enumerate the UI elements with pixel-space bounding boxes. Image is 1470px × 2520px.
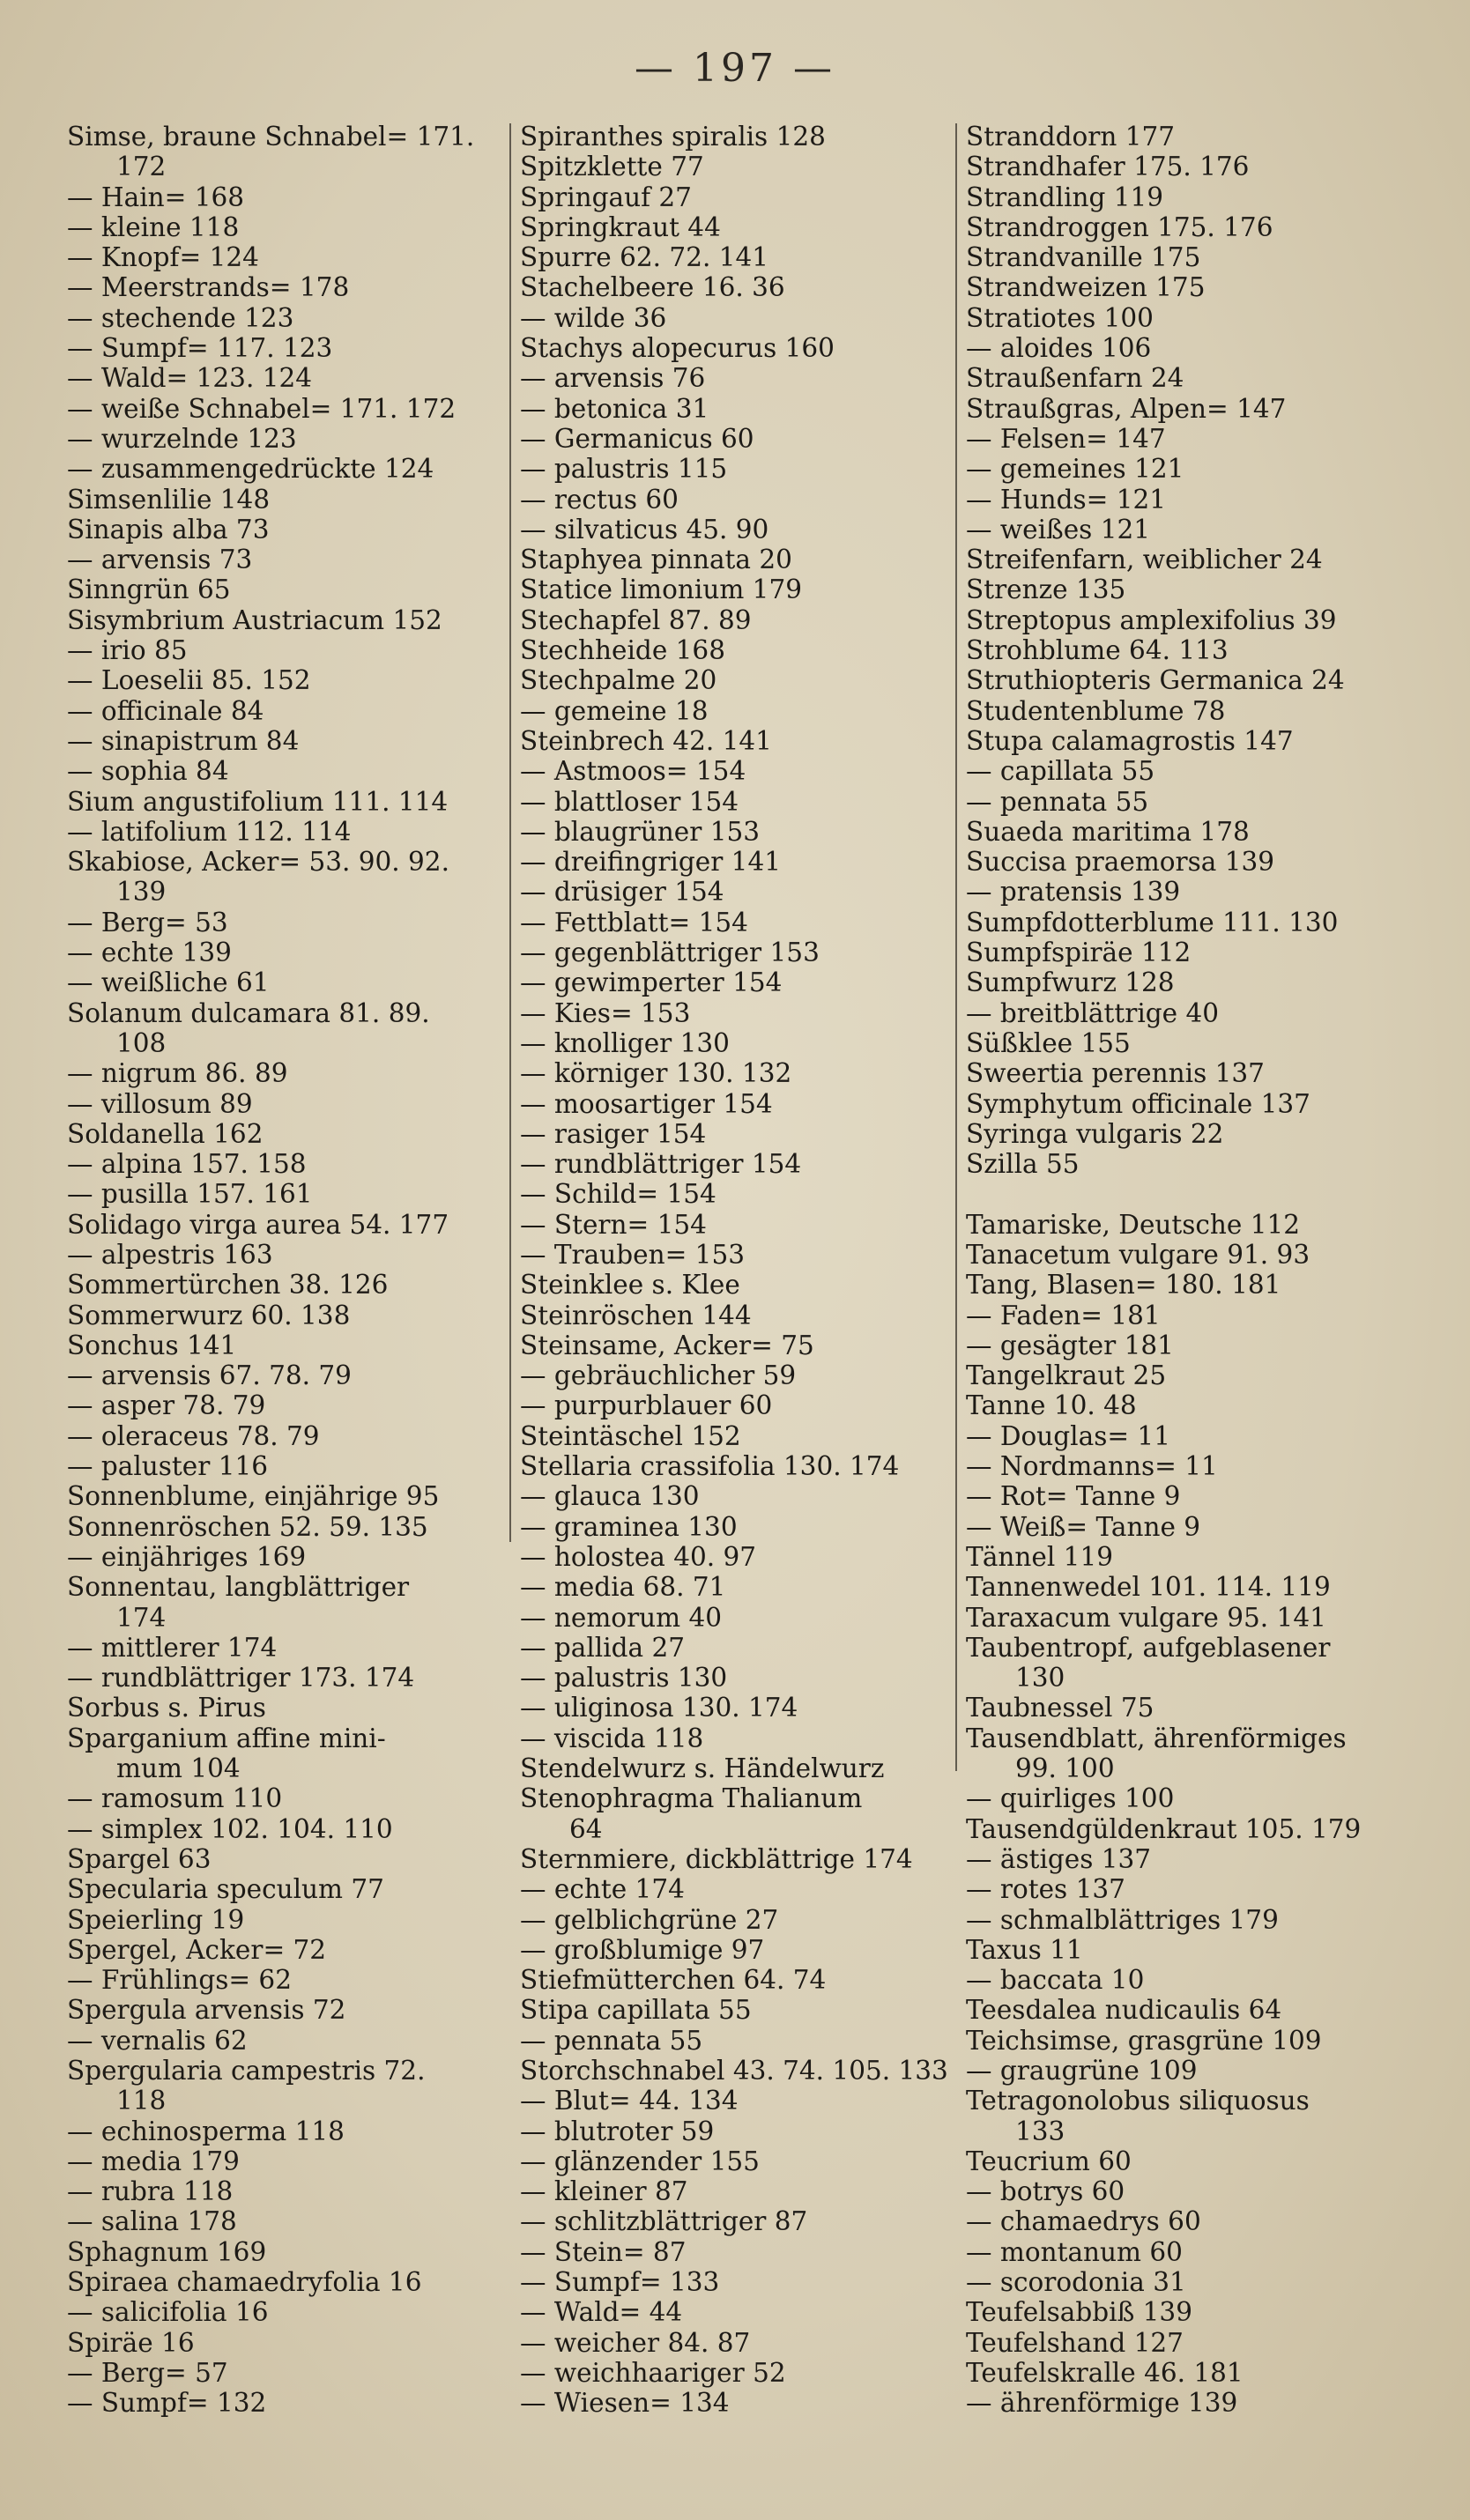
index-entry: — Sumpf= 132 bbox=[67, 2388, 267, 2419]
index-entry: Taraxacum vulgare 95. 141 bbox=[966, 1602, 1326, 1633]
index-entry: — media 179 bbox=[67, 2146, 240, 2176]
index-entry: — glauca 130 bbox=[520, 1481, 700, 1512]
index-entry: Sonnentau, langblättriger bbox=[67, 1572, 410, 1603]
index-entry: — Loeselii 85. 152 bbox=[67, 665, 311, 696]
index-entry: Tausendgüldenkraut 105. 179 bbox=[966, 1813, 1362, 1844]
index-entry: Speierling 19 bbox=[67, 1904, 245, 1935]
index-entry: Springkraut 44 bbox=[520, 211, 721, 242]
index-entry: — Astmoos= 154 bbox=[520, 756, 746, 787]
index-entry: — Wald= 44 bbox=[520, 2297, 683, 2328]
index-entry: Stendelwurz s. Händelwurz bbox=[520, 1753, 885, 1784]
index-entry: — montanum 60 bbox=[966, 2236, 1183, 2267]
index-entry: — viscida 118 bbox=[520, 1723, 704, 1753]
index-entry: Syringa vulgaris 22 bbox=[966, 1118, 1224, 1149]
index-entry: Steinsame, Acker= 75 bbox=[520, 1330, 814, 1360]
index-entry: — holostea 40. 97 bbox=[520, 1541, 757, 1572]
index-entry: Strandweizen 175 bbox=[966, 272, 1206, 303]
index-entry: Strandvanille 175 bbox=[966, 242, 1201, 273]
index-entry: — breitblättrige 40 bbox=[966, 997, 1220, 1028]
index-entry: Sorbus s. Pirus bbox=[67, 1693, 266, 1723]
index-entry: — rectus 60 bbox=[520, 484, 679, 515]
index-entry: — weicher 84. 87 bbox=[520, 2327, 751, 2358]
index-entry: — gemeines 121 bbox=[966, 454, 1184, 485]
index-entry: — arvensis 67. 78. 79 bbox=[67, 1360, 352, 1391]
index-entry: Steinröschen 144 bbox=[520, 1300, 752, 1330]
index-entry: — echte 174 bbox=[520, 1874, 685, 1905]
index-entry: — palustris 115 bbox=[520, 454, 728, 485]
index-entry: Teufelsabbiß 139 bbox=[966, 2297, 1192, 2328]
page-number: — 197 — bbox=[635, 46, 835, 91]
index-entry: — Stern= 154 bbox=[520, 1209, 707, 1240]
index-entry: — Rot= Tanne 9 bbox=[966, 1481, 1181, 1512]
index-entry: Solanum dulcamara 81. 89. bbox=[67, 997, 430, 1028]
index-entry: — arvensis 73 bbox=[67, 545, 253, 575]
index-entry: — vernalis 62 bbox=[67, 2025, 248, 2056]
index-entry: Spergel, Acker= 72 bbox=[67, 1934, 327, 1965]
index-entry: — weichhaariger 52 bbox=[520, 2357, 786, 2388]
index-entry: Steinklee s. Klee bbox=[520, 1270, 740, 1301]
index-entry: Spergularia campestris 72. bbox=[67, 2056, 426, 2086]
index-entry: Suaeda maritima 178 bbox=[966, 816, 1250, 847]
index-entry: Storchschnabel 43. 74. 105. 133 bbox=[520, 2056, 948, 2086]
index-entry-continuation: 108 bbox=[116, 1027, 167, 1058]
index-entry: Skabiose, Acker= 53. 90. 92. bbox=[67, 847, 449, 878]
index-entry: Spiranthes spiralis 128 bbox=[520, 122, 826, 152]
index-entry: — sinapistrum 84 bbox=[67, 725, 300, 756]
index-entry: — glänzender 155 bbox=[520, 2146, 760, 2176]
index-column-2 bbox=[520, 122, 961, 2419]
index-entry: — Sumpf= 133 bbox=[520, 2267, 720, 2298]
index-entry: Strandling 119 bbox=[966, 182, 1164, 212]
index-entry: — schmalblättriges 179 bbox=[966, 1904, 1279, 1935]
index-entry: Simse, braune Schnabel= 171. bbox=[67, 122, 475, 152]
index-entry: Strandhafer 175. 176 bbox=[966, 152, 1250, 182]
index-entry: Stenophragma Thalianum bbox=[520, 1783, 863, 1814]
index-entry: Stipa capillata 55 bbox=[520, 1995, 752, 2026]
index-entry: Sonnenblume, einjährige 95 bbox=[67, 1481, 440, 1512]
index-entry: — gemeine 18 bbox=[520, 695, 709, 726]
index-entry: — villosum 89 bbox=[67, 1088, 253, 1119]
index-entry: Streptopus amplexifolius 39 bbox=[966, 604, 1337, 635]
index-entry: — graugrüne 109 bbox=[966, 2056, 1198, 2086]
index-entry: — kleine 118 bbox=[67, 211, 240, 242]
index-entry: Sommerwurz 60. 138 bbox=[67, 1300, 351, 1330]
index-entry: Stachys alopecurus 160 bbox=[520, 333, 835, 364]
index-entry: — wilde 36 bbox=[520, 302, 667, 333]
index-entry: — botrys 60 bbox=[966, 2176, 1125, 2207]
index-entry: — chamaedrys 60 bbox=[966, 2206, 1201, 2237]
index-entry: — Frühlings= 62 bbox=[67, 1965, 292, 1996]
index-entry: Spiraea chamaedryfolia 16 bbox=[67, 2267, 422, 2298]
index-entry: Sinapis alba 73 bbox=[67, 514, 270, 545]
index-entry: Symphytum officinale 137 bbox=[966, 1088, 1310, 1119]
index-entry: Tamariske, Deutsche 112 bbox=[966, 1209, 1301, 1240]
index-entry: — silvaticus 45. 90 bbox=[520, 514, 769, 545]
index-entry: Sonchus 141 bbox=[67, 1330, 237, 1360]
index-entry: Steinbrech 42. 141 bbox=[520, 725, 772, 756]
section-gap bbox=[966, 1179, 1424, 1209]
index-entry: — Meerstrands= 178 bbox=[67, 272, 350, 303]
index-entry: — irio 85 bbox=[67, 635, 188, 666]
index-entry: Tanne 10. 48 bbox=[966, 1390, 1137, 1421]
index-entry: — stechende 123 bbox=[67, 302, 294, 333]
index-entry: — arvensis 76 bbox=[520, 363, 706, 394]
index-entry-continuation: 139 bbox=[116, 877, 167, 908]
index-entry: — Weiß= Tanne 9 bbox=[966, 1511, 1201, 1542]
index-entry: — pennata 55 bbox=[966, 786, 1149, 817]
index-entry: Teesdalea nudicaulis 64 bbox=[966, 1995, 1282, 2026]
index-entry: — mittlerer 174 bbox=[67, 1632, 278, 1663]
index-entry: Tetragonolobus siliquosus bbox=[966, 2086, 1310, 2116]
index-entry: — rundblättriger 154 bbox=[520, 1149, 802, 1180]
index-entry: Sinngrün 65 bbox=[67, 574, 231, 605]
index-entry: — palustris 130 bbox=[520, 1663, 728, 1694]
index-entry: — Germanicus 60 bbox=[520, 423, 754, 454]
index-entry: Sumpfwurz 128 bbox=[966, 967, 1175, 998]
index-entry: — Kies= 153 bbox=[520, 997, 691, 1028]
index-entry: — weißes 121 bbox=[966, 514, 1151, 545]
index-entry: Sternmiere, dickblättrige 174 bbox=[520, 1843, 913, 1874]
index-entry: Tangelkraut 25 bbox=[966, 1360, 1167, 1391]
index-entry: Sumpfspiräe 112 bbox=[966, 938, 1192, 968]
index-entry: — blutroter 59 bbox=[520, 2116, 715, 2146]
index-entry: — oleraceus 78. 79 bbox=[67, 1420, 320, 1451]
index-entry: Strenze 135 bbox=[966, 574, 1126, 605]
index-entry: Tannenwedel 101. 114. 119 bbox=[966, 1572, 1331, 1603]
index-entry-continuation: 64 bbox=[569, 1813, 603, 1844]
index-entry: — echinosperma 118 bbox=[67, 2116, 345, 2146]
index-entry-continuation: 172 bbox=[116, 152, 167, 182]
index-entry: — gegenblättriger 153 bbox=[520, 938, 820, 968]
index-entry: Stellaria crassifolia 130. 174 bbox=[520, 1451, 900, 1482]
index-entry: Spurre 62. 72. 141 bbox=[520, 242, 769, 273]
index-entry: Statice limonium 179 bbox=[520, 574, 802, 605]
index-column-1 bbox=[67, 122, 499, 2419]
index-entry: Sium angustifolium 111. 114 bbox=[67, 786, 449, 817]
index-entry: — capillata 55 bbox=[966, 756, 1155, 787]
index-entry: — moosartiger 154 bbox=[520, 1088, 773, 1119]
index-entry: Tännel 119 bbox=[966, 1541, 1113, 1572]
index-entry: — knolliger 130 bbox=[520, 1027, 730, 1058]
index-entry: — Douglas= 11 bbox=[966, 1420, 1170, 1451]
index-entry: — salina 178 bbox=[67, 2206, 237, 2237]
index-entry: — Felsen= 147 bbox=[966, 423, 1166, 454]
index-entry: — Faden= 181 bbox=[966, 1300, 1161, 1330]
index-entry: Szilla 55 bbox=[966, 1149, 1080, 1180]
index-entry: — Fettblatt= 154 bbox=[520, 907, 748, 938]
index-entry: — Stein= 87 bbox=[520, 2236, 687, 2267]
index-entry: — pratensis 139 bbox=[966, 877, 1181, 908]
index-entry: — Berg= 57 bbox=[67, 2357, 228, 2388]
index-entry: Stratiotes 100 bbox=[966, 302, 1154, 333]
index-entry: — graminea 130 bbox=[520, 1511, 738, 1542]
index-entry: — simplex 102. 104. 110 bbox=[67, 1813, 393, 1844]
index-entry: — sophia 84 bbox=[67, 756, 229, 787]
index-entry: Stechapfel 87. 89 bbox=[520, 604, 752, 635]
index-entry: Stechpalme 20 bbox=[520, 665, 717, 696]
index-entry: Staphyea pinnata 20 bbox=[520, 545, 792, 575]
index-entry: — aloides 106 bbox=[966, 333, 1152, 364]
index-entry: — Wald= 123. 124 bbox=[67, 363, 313, 394]
column-divider-1 bbox=[509, 123, 511, 1542]
index-entry: — nigrum 86. 89 bbox=[67, 1058, 288, 1089]
index-entry: Solidago virga aurea 54. 177 bbox=[67, 1209, 449, 1240]
index-entry: — latifolium 112. 114 bbox=[67, 816, 352, 847]
index-entry: — Berg= 53 bbox=[67, 907, 228, 938]
index-entry: Stupa calamagrostis 147 bbox=[966, 725, 1294, 756]
index-entry: Taxus 11 bbox=[966, 1934, 1083, 1965]
index-entry: — blaugrüner 153 bbox=[520, 816, 761, 847]
index-entry: — Blut= 44. 134 bbox=[520, 2086, 739, 2116]
index-entry: — echte 139 bbox=[67, 938, 232, 968]
index-entry: Tang, Blasen= 180. 181 bbox=[966, 1270, 1281, 1301]
index-entry: — officinale 84 bbox=[67, 695, 264, 726]
index-entry: Stechheide 168 bbox=[520, 635, 725, 666]
index-entry-continuation: 99. 100 bbox=[1015, 1753, 1115, 1784]
index-entry: — rasiger 154 bbox=[520, 1118, 707, 1149]
index-entry: Sphagnum 169 bbox=[67, 2236, 267, 2267]
index-entry: — ramosum 110 bbox=[67, 1783, 283, 1814]
index-entry: — paluster 116 bbox=[67, 1451, 269, 1482]
index-entry: Teufelskralle 46. 181 bbox=[966, 2357, 1244, 2388]
index-entry: — Hain= 168 bbox=[67, 182, 245, 212]
index-entry: — pallida 27 bbox=[520, 1632, 686, 1663]
index-entry-continuation: mum 104 bbox=[116, 1753, 241, 1784]
index-entry-continuation: 174 bbox=[116, 1602, 167, 1633]
index-entry: Straußgras, Alpen= 147 bbox=[966, 393, 1287, 424]
index-entry: — einjähriges 169 bbox=[67, 1541, 307, 1572]
index-column-3 bbox=[966, 122, 1424, 2419]
index-entry: Spargel 63 bbox=[67, 1843, 212, 1874]
index-entry-continuation: 118 bbox=[116, 2086, 167, 2116]
index-entry: — rubra 118 bbox=[67, 2176, 234, 2207]
index-entry: Taubentropf, aufgeblasener bbox=[966, 1632, 1331, 1663]
index-entry: Strohblume 64. 113 bbox=[966, 635, 1229, 666]
index-entry: — gewimperter 154 bbox=[520, 967, 783, 998]
index-entry: Spitzklette 77 bbox=[520, 152, 704, 182]
index-entry: Springauf 27 bbox=[520, 182, 692, 212]
index-entry: — ästiges 137 bbox=[966, 1843, 1152, 1874]
index-entry: Teucrium 60 bbox=[966, 2146, 1132, 2176]
index-entry: Taubnessel 75 bbox=[966, 1693, 1154, 1723]
index-entry: — gebräuchlicher 59 bbox=[520, 1360, 797, 1391]
index-entry: — Knopf= 124 bbox=[67, 242, 259, 273]
index-entry: Simsenlilie 148 bbox=[67, 484, 271, 515]
index-entry: — Wiesen= 134 bbox=[520, 2388, 730, 2419]
index-entry: — gesägter 181 bbox=[966, 1330, 1174, 1360]
index-entry: Teichsimse, grasgrüne 109 bbox=[966, 2025, 1322, 2056]
index-entry: Stranddorn 177 bbox=[966, 122, 1176, 152]
index-entry: Steintäschel 152 bbox=[520, 1420, 741, 1451]
index-entry: — nemorum 40 bbox=[520, 1602, 723, 1633]
index-entry: — Schild= 154 bbox=[520, 1179, 716, 1210]
index-entry: — pennata 55 bbox=[520, 2025, 703, 2056]
index-entry: Sweertia perennis 137 bbox=[966, 1058, 1265, 1089]
index-entry: Soldanella 162 bbox=[67, 1118, 264, 1149]
index-entry: — weißliche 61 bbox=[67, 967, 270, 998]
index-entry: Succisa praemorsa 139 bbox=[966, 847, 1275, 878]
index-entry: — zusammengedrückte 124 bbox=[67, 454, 434, 485]
index-entry: — scorodonia 31 bbox=[966, 2267, 1186, 2298]
index-entry: Streifenfarn, weiblicher 24 bbox=[966, 545, 1323, 575]
index-entry: — großblumige 97 bbox=[520, 1934, 765, 1965]
index-entry: — baccata 10 bbox=[966, 1965, 1145, 1996]
index-entry: — gelblichgrüne 27 bbox=[520, 1904, 779, 1935]
index-entry: — wurzelnde 123 bbox=[67, 423, 297, 454]
index-entry: — blattloser 154 bbox=[520, 786, 739, 817]
index-entry: Strandroggen 175. 176 bbox=[966, 211, 1273, 242]
index-entry: — asper 78. 79 bbox=[67, 1390, 266, 1421]
index-entry: Sommertürchen 38. 126 bbox=[67, 1270, 389, 1301]
index-entry: — uliginosa 130. 174 bbox=[520, 1693, 798, 1723]
index-entry: — salicifolia 16 bbox=[67, 2297, 269, 2328]
index-entry: Tanacetum vulgare 91. 93 bbox=[966, 1239, 1310, 1270]
index-entry: — kleiner 87 bbox=[520, 2176, 688, 2207]
index-entry: — alpina 157. 158 bbox=[67, 1149, 307, 1180]
index-entry: Spergula arvensis 72 bbox=[67, 1995, 346, 2026]
index-entry: Specularia speculum 77 bbox=[67, 1874, 384, 1905]
index-entry: Tausendblatt, ährenförmiges bbox=[966, 1723, 1347, 1753]
index-entry: Studentenblume 78 bbox=[966, 695, 1226, 726]
index-entry: Struthiopteris Germanica 24 bbox=[966, 665, 1345, 696]
index-entry: Sparganium affine mini- bbox=[67, 1723, 386, 1753]
index-entry: — quirliges 100 bbox=[966, 1783, 1175, 1814]
index-entry: Süßklee 155 bbox=[966, 1027, 1131, 1058]
index-entry: — Sumpf= 117. 123 bbox=[67, 333, 333, 364]
index-entry: — pusilla 157. 161 bbox=[67, 1179, 313, 1210]
index-entry: Sonnenröschen 52. 59. 135 bbox=[67, 1511, 428, 1542]
index-entry: — schlitzblättriger 87 bbox=[520, 2206, 808, 2237]
index-entry: Sumpfdotterblume 111. 130 bbox=[966, 907, 1339, 938]
index-entry: — körniger 130. 132 bbox=[520, 1058, 792, 1089]
index-entry: Teufelshand 127 bbox=[966, 2327, 1184, 2358]
index-entry: — weiße Schnabel= 171. 172 bbox=[67, 393, 457, 424]
index-entry: — alpestris 163 bbox=[67, 1239, 273, 1270]
index-entry: Stachelbeere 16. 36 bbox=[520, 272, 785, 303]
index-entry: Sisymbrium Austriacum 152 bbox=[67, 604, 442, 635]
index-entry: — ährenförmige 139 bbox=[966, 2388, 1238, 2419]
index-entry: — betonica 31 bbox=[520, 393, 709, 424]
index-entry: Straußenfarn 24 bbox=[966, 363, 1184, 394]
index-entry: — rotes 137 bbox=[966, 1874, 1125, 1905]
index-entry: — rundblättriger 173. 174 bbox=[67, 1663, 415, 1694]
index-entry: Spiräe 16 bbox=[67, 2327, 195, 2358]
index-entry: — Trauben= 153 bbox=[520, 1239, 745, 1270]
index-entry: — media 68. 71 bbox=[520, 1572, 726, 1603]
index-entry: — purpurblauer 60 bbox=[520, 1390, 773, 1421]
index-entry: Stiefmütterchen 64. 74 bbox=[520, 1965, 827, 1996]
index-entry: — Hunds= 121 bbox=[966, 484, 1167, 515]
index-entry: — drüsiger 154 bbox=[520, 877, 724, 908]
index-entry-continuation: 133 bbox=[1015, 2116, 1065, 2146]
index-entry-continuation: 130 bbox=[1015, 1663, 1065, 1694]
index-entry: — Nordmanns= 11 bbox=[966, 1451, 1218, 1482]
index-entry: — dreifingriger 141 bbox=[520, 847, 781, 878]
